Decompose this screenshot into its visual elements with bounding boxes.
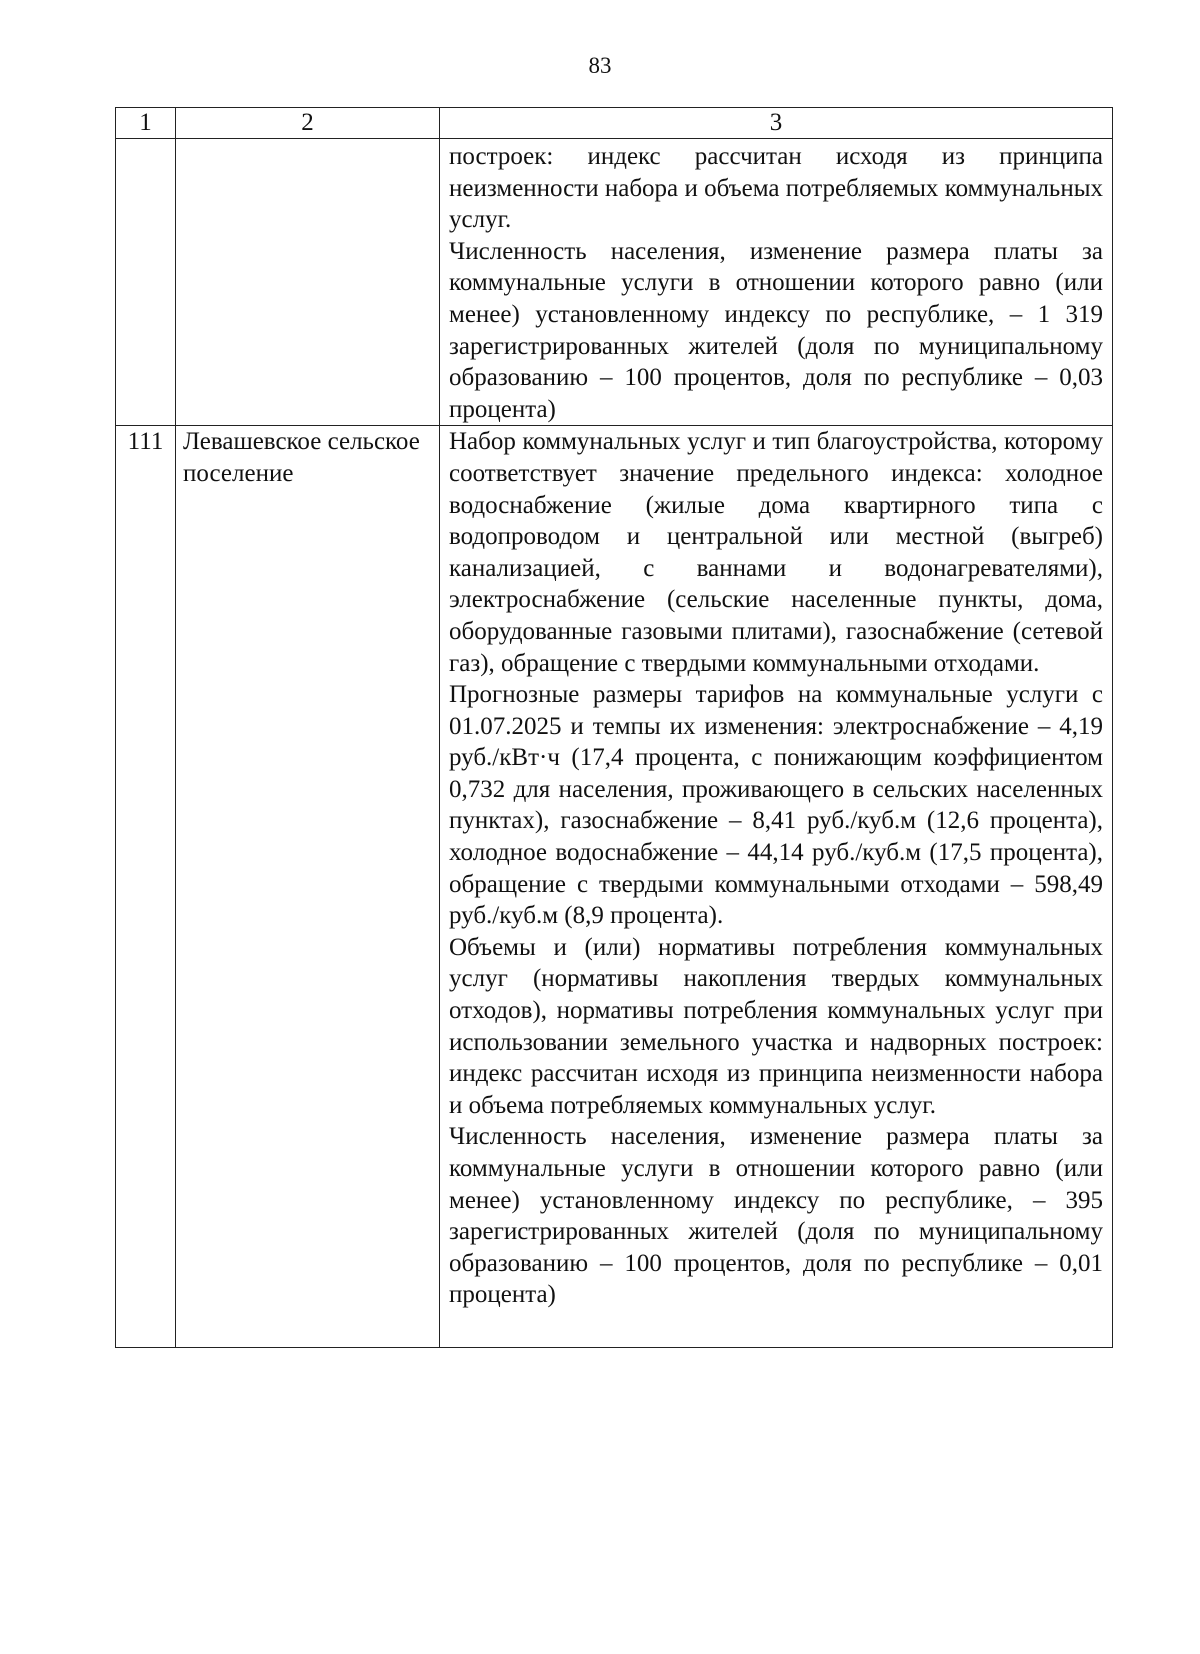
row-name-cell (176, 139, 440, 426)
row-number-cell: 111 (116, 426, 176, 1348)
row-text-cell (440, 426, 1113, 1348)
column-header-3: 3 (440, 108, 1113, 139)
column-header-1: 1 (116, 108, 176, 139)
row-number-cell (116, 139, 176, 426)
paragraph: построек: индекс рассчитан исходя из принципа неизменности набора и объема потребляемых коммунальных услуг. (449, 143, 1103, 234)
table-row (116, 426, 1113, 1348)
paragraph: Численность населения, изменение размера платы за коммунальные услуги в отношении которого равно (или менее) установленному индексу по республике, – 1 319 зарегистрированных жителей (доля по муниципальному образованию – 100 процентов, доля по республике – 0,03 процента) (449, 237, 1103, 423)
paragraph: Набор коммунальных услуг и тип благоустройства, которому соответствует значение предельного индекса: холодное водоснабжение (жилые дома квартирного типа с водопроводом и центральной или местной (выгреб) канализацией, с ваннами и водонагревателями), электроснабжение (сельские населенные пункты, дома, оборудованные газовыми плитами), газоснабжение (сетевой газ), обращение с твердыми коммунальными отходами. (449, 428, 1103, 677)
table-header-row (116, 108, 1113, 139)
paragraph: Численность населения, изменение размера платы за коммунальные услуги в отношении которого равно (или менее) установленному индексу по республике, – 395 зарегистрированных жителей (доля по муниципальному образованию – 100 процентов, доля по республике – 0,01 процента) (449, 1123, 1103, 1309)
data-table (115, 107, 1113, 1348)
column-header-2: 2 (176, 108, 440, 139)
table-row-continuation (116, 139, 1113, 426)
row-name-cell: Левашевское сельское поселение (176, 426, 440, 1348)
paragraph: Прогнозные размеры тарифов на коммунальные услуги с 01.07.2025 и темпы их изменения: электроснабжение – 4,19 руб./кВт·ч (17,4 процента, с понижающим коэффициентом 0,732 для населения, проживающего в сельских населенных пунктах), газоснабжение – 8,41 руб./куб.м (12,6 процента), холодное водоснабжение – 44,14 руб./куб.м (17,5 процента), обращение с твердыми коммунальными отходами – 598,49 руб./куб.м (8,9 процента). (449, 681, 1103, 930)
row-text-cell (440, 139, 1113, 426)
paragraph: Объемы и (или) нормативы потребления коммунальных услуг (нормативы накопления твердых коммунальных отходов), нормативы потребления коммунальных услуг при использовании земельного участка и надворных построек: индекс рассчитан исходя из принципа неизменности набора и объема потребляемых коммунальных услуг. (449, 933, 1103, 1119)
page-number: 83 (588, 53, 612, 78)
